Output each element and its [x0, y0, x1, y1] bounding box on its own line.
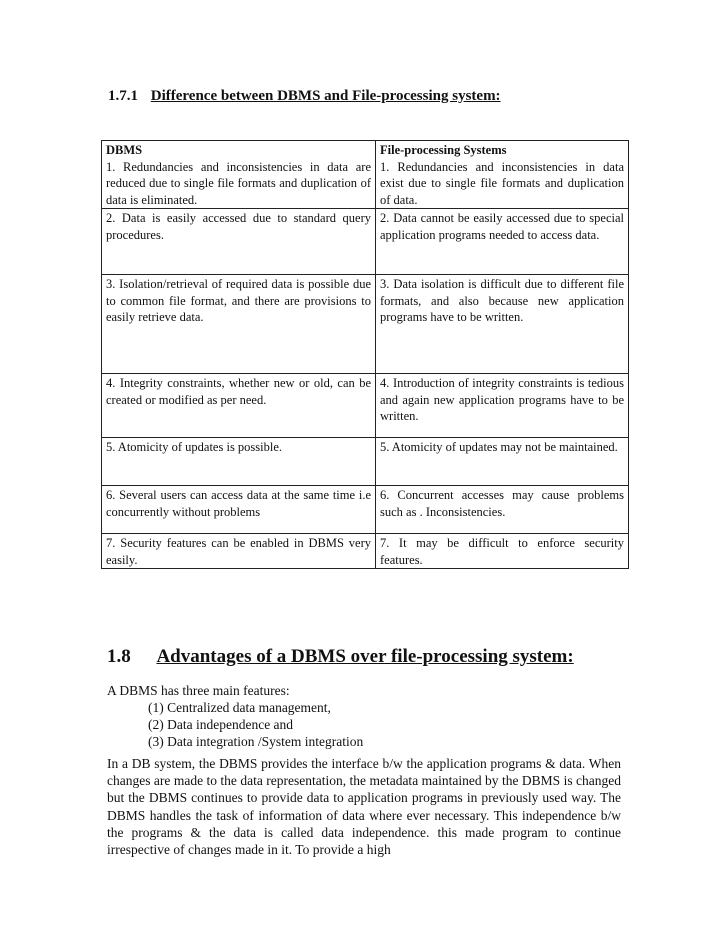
cell-text: 5. Atomicity of updates may not be maintained.: [380, 440, 618, 454]
table-cell: [102, 275, 376, 374]
list-item: (3) Data integration /System integration: [148, 734, 364, 749]
cell-text: 6. Concurrent accesses may cause problems such as . Inconsistencies.: [380, 488, 624, 519]
column-header-dbms: DBMS: [106, 143, 143, 157]
cell-text: 2. Data cannot be easily accessed due to special application programs needed to access data.: [380, 211, 624, 242]
table-row: [102, 275, 629, 374]
table-cell: [102, 141, 376, 209]
section-heading-1-7-1: [108, 88, 501, 105]
table-cell: [376, 209, 629, 275]
section-heading-1-8: [107, 646, 574, 668]
table-cell: [376, 534, 629, 569]
table-row: [102, 438, 629, 486]
section-number: 1.7.1: [108, 88, 138, 104]
cell-text: 2. Data is easily accessed due to standard query procedures.: [106, 211, 371, 242]
table-cell: [376, 374, 629, 438]
cell-text: 6. Several users can access data at the same time i.e concurrently without problems: [106, 488, 371, 519]
table-cell: [376, 438, 629, 486]
cell-text: 3. Isolation/retrieval of required data is possible due to common file format, and there are provisions to easily retrieve data.: [106, 277, 371, 324]
cell-text: 5. Atomicity of updates is possible.: [106, 440, 283, 454]
table-row: [102, 141, 629, 209]
table-cell: [376, 486, 629, 534]
cell-text: 1. Redundancies and inconsistencies in data exist due to single file formats and duplication of data.: [380, 159, 624, 207]
table-cell: [102, 374, 376, 438]
section-title: Difference between DBMS and File-processing system:: [150, 88, 501, 104]
list-item: (1) Centralized data management,: [148, 700, 331, 715]
section-title: Advantages of a DBMS over file-processing system:: [156, 646, 574, 667]
cell-text: 7. It may be difficult to enforce security features.: [380, 536, 624, 567]
table-row: [102, 486, 629, 534]
table-cell: [376, 275, 629, 374]
table-cell: [102, 534, 376, 569]
table-row: [102, 374, 629, 438]
features-lead: A DBMS has three main features:: [107, 683, 290, 698]
features-intro: [107, 682, 627, 750]
column-header-file-processing: File-processing Systems: [380, 143, 507, 157]
table-cell: [102, 209, 376, 275]
table-row: [102, 209, 629, 275]
cell-text: 4. Introduction of integrity constraints is tedious and again new application programs have to be written.: [380, 376, 624, 423]
cell-text: 7. Security features can be enabled in DBMS very easily.: [106, 536, 371, 567]
table-cell: [102, 438, 376, 486]
body-paragraph: In a DB system, the DBMS provides the interface b/w the application programs & data. When changes are made to the data representation, the metadata maintained by the DBMS is changed but the DBMS continues to provide data to application programs in previously used way. The DBMS handles the task of information of data where ever necessary. This independence b/w the programs & the data is called data independence. this made program to continue irrespective of changes made in it. To provide a high: [107, 756, 621, 858]
comparison-table: [101, 140, 629, 569]
table-cell: [376, 141, 629, 209]
list-item: (2) Data independence and: [148, 717, 294, 732]
features-list: [107, 699, 627, 750]
section-number: 1.8: [107, 646, 131, 667]
cell-text: 3. Data isolation is difficult due to different file formats, and also because new application programs have to be written.: [380, 277, 624, 324]
table-row: [102, 534, 629, 569]
cell-text: 4. Integrity constraints, whether new or old, can be created or modified as per need.: [106, 376, 371, 407]
table-cell: [102, 486, 376, 534]
cell-text: 1. Redundancies and inconsistencies in data are reduced due to single file formats and duplication of data is eliminated.: [106, 159, 371, 207]
